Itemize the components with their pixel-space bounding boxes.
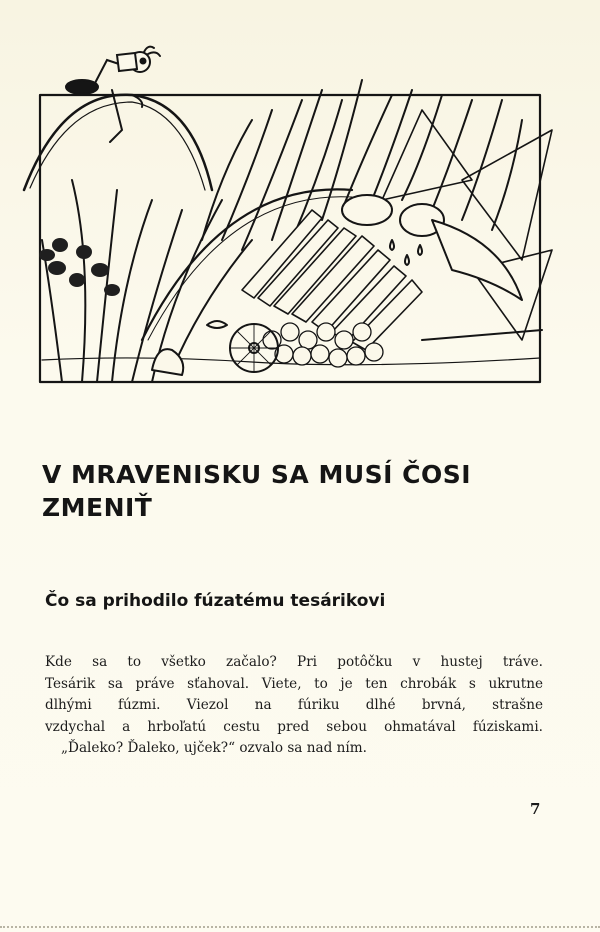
chapter-title-line-1: V MRAVENISKU SA MUSÍ ČOSI [42,460,472,489]
page-number: 7 [530,800,541,818]
dialogue-line: „Ďaleko? Ďaleko, ujček?“ ozvalo sa nad ním. [61,740,367,756]
section-title: Čo sa prihodilo fúzatému tesárikovi [45,591,386,611]
body-line: dlhými fúzmi. Viezol na fúriku dlhé brvná, strašne [45,697,543,713]
body-text [45,652,543,760]
body-line: vzdychal a hrboľatú cestu pred sebou ohmatával fúziskami. [45,718,543,735]
beetle-wheelbarrow-illustration [22,40,562,390]
body-line: Tesárik sa práve sťahoval. Viete, to je ten chrobák s ukrutne [45,675,543,692]
body-line: Kde sa to všetko začalo? Pri potôčku v hustej tráve. [45,654,543,670]
chapter-title [42,458,542,524]
page-edge [0,926,600,932]
chapter-title-line-2: ZMENIŤ [42,493,153,522]
chapter-illustration [22,40,562,390]
